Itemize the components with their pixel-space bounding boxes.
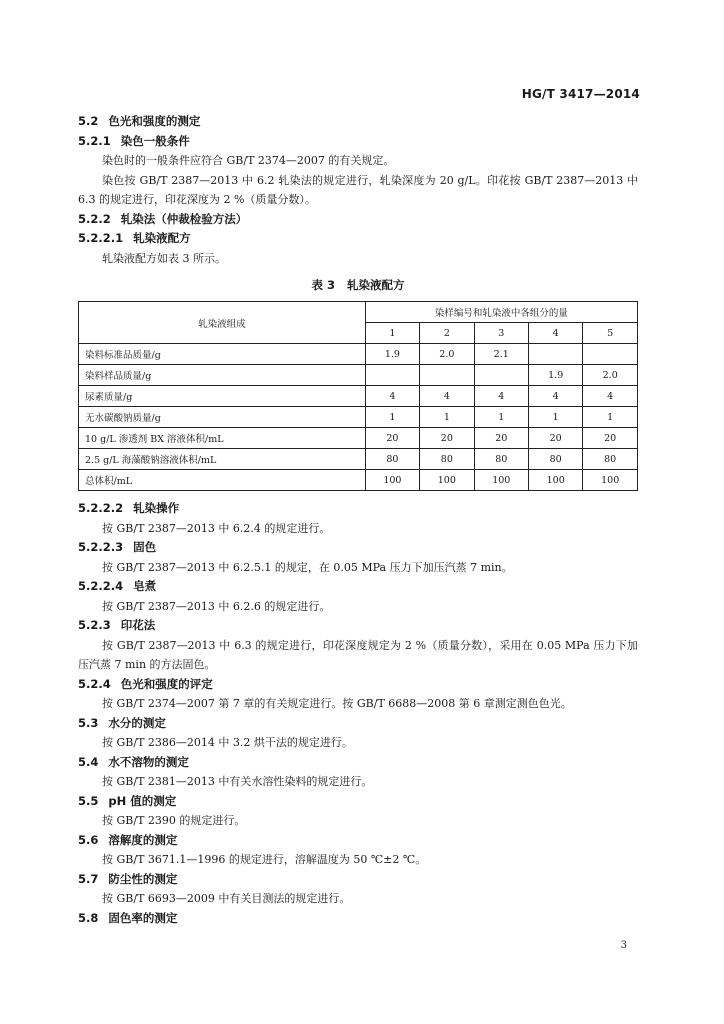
section-number: 5.2.2.4 (78, 579, 124, 593)
paragraph: 按 GB/T 6693—2009 中有关目测法的规定进行。 (102, 892, 351, 905)
document-body (78, 112, 638, 928)
table-cell: 4 (420, 386, 474, 407)
section-title: 水分的测定 (108, 715, 166, 730)
section-number: 5.8 (78, 910, 99, 925)
section-title: 轧染法（仲裁检验方法） (120, 211, 248, 226)
table-cell: 80 (528, 449, 582, 470)
section-title: 固色率的测定 (108, 910, 178, 925)
table-cell: 100 (365, 470, 419, 491)
section-title: 色光和强度的测定 (108, 114, 201, 128)
table-cell: 20 (365, 428, 419, 449)
table-row (79, 428, 638, 449)
section-title: 固色 (133, 540, 157, 554)
section-number: 5.3 (78, 715, 99, 730)
section-heading (78, 714, 638, 734)
table-cell: 80 (583, 449, 638, 470)
formula-table (78, 301, 638, 491)
section-heading (78, 753, 638, 773)
page-number: 3 (620, 940, 627, 951)
section-heading (78, 132, 638, 152)
table-cell: 100 (420, 470, 474, 491)
table-row (79, 365, 638, 386)
section-heading (78, 577, 638, 597)
column-number: 4 (528, 323, 582, 344)
section-number: 5.2.3 (78, 618, 111, 632)
table-cell: 1 (474, 407, 528, 428)
table-row (79, 449, 638, 470)
section-number: 5.2 (78, 114, 99, 128)
section-title: 水不溶物的测定 (108, 754, 189, 769)
section-number: 5.2.2.2 (78, 501, 124, 515)
table-corner-header: 轧染液组成 (79, 302, 366, 344)
table-body (79, 344, 638, 491)
section-heading (78, 499, 638, 519)
standard-number: HG/T 3417—2014 (521, 87, 640, 101)
paragraph: 染色时的一般条件应符合 GB/T 2374—2007 的有关规定。 (102, 154, 395, 167)
table-cell: 20 (420, 428, 474, 449)
paragraph: 染色按 GB/T 2387—2013 中 6.2 轧染法的规定进行，轧染深度为 20 g/L。印花按 GB/T 2387—2013 中 6.3 的规定进行，印花深度为 2 %（质量分数）。 (78, 173, 638, 206)
table-cell (365, 365, 419, 386)
section-number: 5.2.1 (78, 133, 111, 148)
row-label: 尿素质量/g (79, 386, 366, 407)
section-heading (78, 112, 638, 132)
section-number: 5.4 (78, 754, 99, 769)
section-number: 5.2.4 (78, 676, 111, 691)
table-group-header: 染样编号和轧染液中各组分的量 (365, 302, 637, 323)
paragraph: 按 GB/T 2387—2013 中 6.2.5.1 的规定，在 0.05 MPa 压力下加压汽蒸 7 min。 (102, 560, 513, 574)
table-cell (583, 344, 638, 365)
section-number: 5.2.2.1 (78, 231, 124, 245)
table-cell: 100 (528, 470, 582, 491)
section-number: 5.6 (78, 832, 99, 847)
table-cell: 80 (474, 449, 528, 470)
table-caption (78, 277, 638, 293)
column-number: 2 (420, 323, 474, 344)
section-heading (78, 210, 638, 230)
table-header-row (79, 302, 638, 323)
table-cell: 2.0 (420, 344, 474, 365)
section-number: 5.2.2 (78, 211, 111, 226)
paragraph: 按 GB/T 2387—2013 中 6.2.4 的规定进行。 (102, 521, 331, 535)
table-cell: 1 (365, 407, 419, 428)
table-cell: 100 (583, 470, 638, 491)
section-heading (78, 616, 638, 636)
row-label: 无水碳酸钠质量/g (79, 407, 366, 428)
row-label: 染料样品质量/g (79, 365, 366, 386)
paragraph: 轧染液配方如表 3 所示。 (102, 251, 226, 265)
table-cell (528, 344, 582, 365)
table-cell: 4 (474, 386, 528, 407)
table-row (79, 407, 638, 428)
table-caption-title: 轧染液配方 (347, 278, 405, 292)
section-number: 5.5 (78, 793, 99, 808)
row-label: 总体积/mL (79, 470, 366, 491)
paragraph: 按 GB/T 2386—2014 中 3.2 烘干法的规定进行。 (102, 736, 353, 749)
table-cell: 80 (420, 449, 474, 470)
table-cell: 4 (583, 386, 638, 407)
paragraph: 按 GB/T 2387—2013 中 6.3 的规定进行，印花深度规定为 2 %（质量分数），采用在 0.05 MPa 压力下加压汽蒸 7 min 的方法固色。 (78, 638, 638, 671)
section-title: 轧染液配方 (133, 231, 191, 245)
paragraph: 按 GB/T 2387—2013 中 6.2.6 的规定进行。 (102, 599, 331, 613)
table-caption-number: 表 3 (311, 278, 335, 292)
table-cell: 1 (583, 407, 638, 428)
section-title: 色光和强度的评定 (120, 676, 213, 691)
table-cell: 2.1 (474, 344, 528, 365)
table-cell: 20 (474, 428, 528, 449)
section-heading (78, 229, 638, 249)
paragraph: 按 GB/T 2381—2013 中有关水溶性染料的规定进行。 (102, 775, 373, 788)
table-cell: 1.9 (528, 365, 582, 386)
section-title: 染色一般条件 (120, 133, 190, 148)
column-number: 3 (474, 323, 528, 344)
row-label: 10 g/L 渗透剂 BX 溶液体积/mL (79, 428, 366, 449)
table-cell: 2.0 (583, 365, 638, 386)
table-row (79, 344, 638, 365)
section-number: 5.2.2.3 (78, 540, 124, 554)
table-cell: 1 (528, 407, 582, 428)
section-title: 防尘性的测定 (108, 871, 178, 886)
table-cell: 4 (365, 386, 419, 407)
section-number: 5.7 (78, 871, 99, 886)
column-number: 5 (583, 323, 638, 344)
table-cell: 1.9 (365, 344, 419, 365)
section-title: 溶解度的测定 (108, 832, 178, 847)
section-title: pH 值的测定 (108, 793, 177, 808)
section-heading (78, 909, 638, 929)
table-cell: 1 (420, 407, 474, 428)
section-title: 轧染操作 (133, 501, 180, 515)
table-cell (474, 365, 528, 386)
section-title: 皂煮 (133, 579, 157, 593)
paragraph: 按 GB/T 2374—2007 第 7 章的有关规定进行。按 GB/T 6688—2008 第 6 章测定测色色光。 (102, 697, 572, 710)
table-row (79, 386, 638, 407)
paragraph: 按 GB/T 3671.1—1996 的规定进行，溶解温度为 50 ℃±2 ℃。 (102, 853, 427, 866)
table-cell: 4 (528, 386, 582, 407)
paragraph: 按 GB/T 2390 的规定进行。 (102, 814, 246, 827)
section-heading (78, 831, 638, 851)
table-cell: 80 (365, 449, 419, 470)
row-label: 2.5 g/L 海藻酸钠溶液体积/mL (79, 449, 366, 470)
section-title: 印花法 (120, 618, 156, 632)
table-cell (420, 365, 474, 386)
section-heading (78, 792, 638, 812)
table-cell: 20 (583, 428, 638, 449)
table-cell: 20 (528, 428, 582, 449)
table-cell: 100 (474, 470, 528, 491)
column-number: 1 (365, 323, 419, 344)
sections-after-table (78, 499, 638, 928)
sections-before-table (78, 112, 638, 268)
section-heading (78, 675, 638, 695)
table-row (79, 470, 638, 491)
section-heading (78, 538, 638, 558)
row-label: 染料标准品质量/g (79, 344, 366, 365)
section-heading (78, 870, 638, 890)
